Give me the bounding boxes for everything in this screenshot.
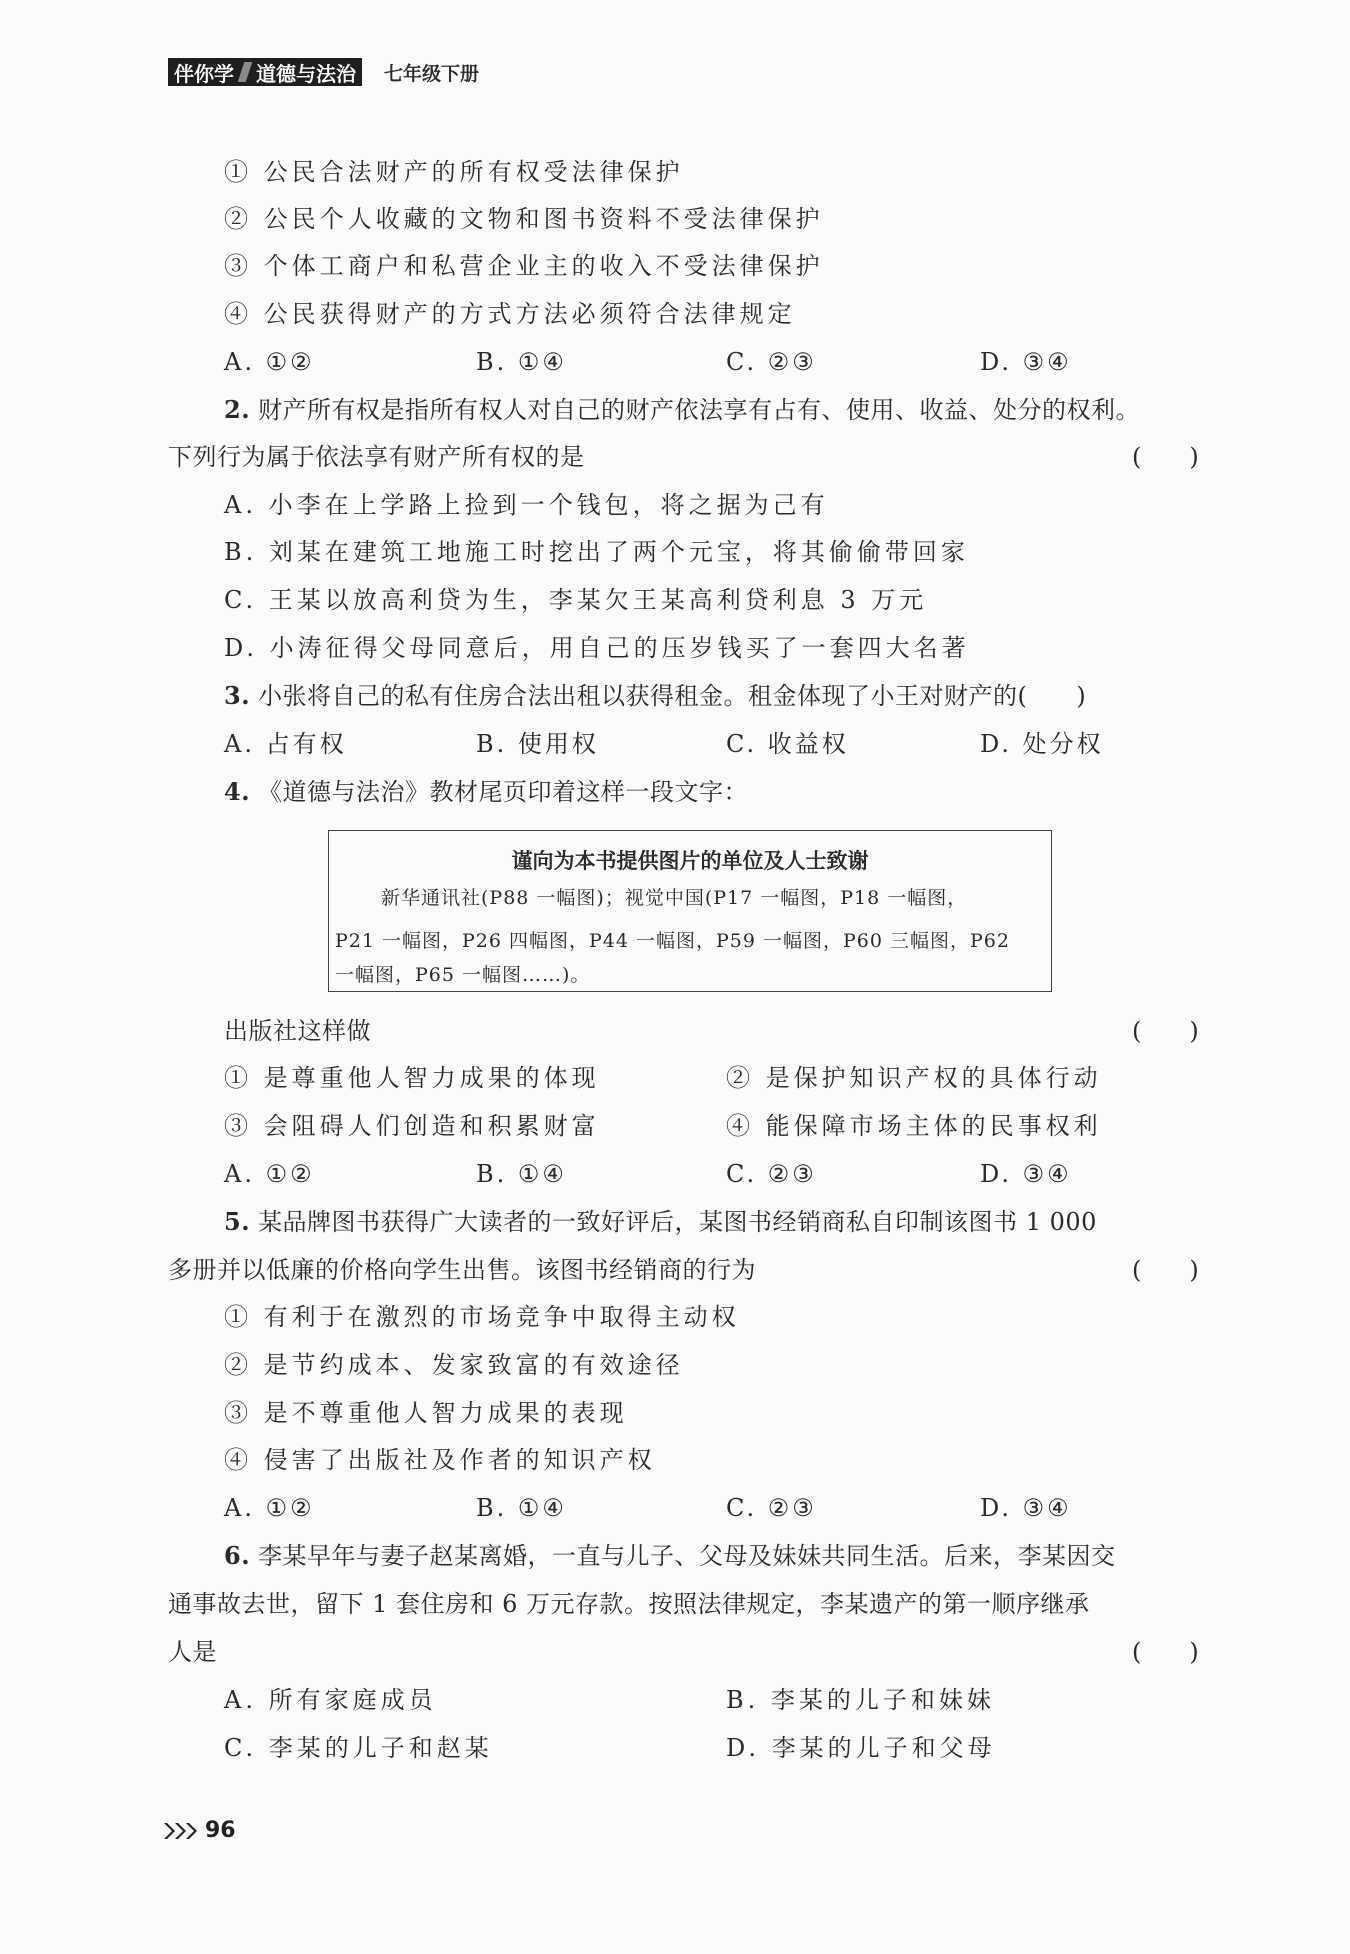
q5-stem-line1: 5. 某品牌图书获得广大读者的一致好评后，某图书经销商私自印制该图书 1 000	[224, 1207, 1097, 1236]
q1-option-a: A. ①②	[224, 348, 315, 376]
q5-option-c: C. ②③	[726, 1494, 817, 1522]
q5-option-a: A. ①②	[224, 1494, 315, 1522]
q4-statement: ② 是保护知识产权的具体行动	[726, 1064, 1102, 1092]
q4-stem: 4. 《道德与法治》教材尾页印着这样一段文字：	[224, 777, 749, 806]
q4-number: 4.	[224, 777, 251, 806]
q1-statement: ② 公民个人收藏的文物和图书资料不受法律保护	[224, 205, 824, 233]
q2-option-b: B. 刘某在建筑工地施工时挖出了两个元宝，将其偷偷带回家	[224, 538, 969, 566]
q3-stem: 3. 小张将自己的私有住房合法出租以获得租金。租金体现了小王对财产的( )	[224, 681, 1087, 710]
q3-option-c: C. 收益权	[726, 730, 849, 758]
q2-stem-line2: 下列行为属于依法享有财产所有权的是	[168, 443, 585, 471]
q2-option-c: C. 王某以放高利贷为生，李某欠王某高利贷利息 3 万元	[224, 586, 928, 614]
q6-stem-line2: 通事故去世，留下 1 套住房和 6 万元存款。按照法律规定，李某遗产的第一顺序继承	[168, 1590, 1090, 1618]
acknowledgement-line: 一幅图，P65 一幅图……)。	[335, 964, 591, 986]
q4-option-c: C. ②③	[726, 1160, 817, 1188]
acknowledgement-title: 谨向为本书提供图片的单位及人士致谢	[511, 849, 869, 873]
grade-label: 七年级下册	[384, 62, 480, 85]
q4-option-a: A. ①②	[224, 1160, 315, 1188]
q6-number: 6.	[224, 1541, 251, 1570]
page-footer	[163, 1818, 236, 1843]
q5-statement: ③ 是不尊重他人智力成果的表现	[224, 1399, 628, 1427]
q6-stem-line1: 6. 李某早年与妻子赵某离婚，一直与儿子、父母及妹妹共同生活。后来，李某因交	[224, 1541, 1116, 1570]
series-badge	[168, 58, 362, 86]
acknowledgement-line: P21 一幅图，P26 四幅图，P44 一幅图，P59 一幅图，P60 三幅图，P62	[335, 930, 1010, 952]
q4-statement: ③ 会阻碍人们创造和积累财富	[224, 1112, 600, 1140]
q2-option-d: D. 小涛征得父母同意后，用自己的压岁钱买了一套四大名著	[224, 634, 970, 662]
q6-option-a: A. 所有家庭成员	[224, 1686, 437, 1714]
q6-stem-line3: 人是	[168, 1638, 217, 1666]
q6-option-d: D. 李某的儿子和父母	[726, 1734, 996, 1762]
q4-statement: ④ 能保障市场主体的民事权利	[726, 1112, 1102, 1140]
triple-chevron-icon	[163, 1820, 199, 1842]
q5-statement: ④ 侵害了出版社及作者的知识产权	[224, 1446, 656, 1474]
q3-option-d: D. 处分权	[980, 730, 1104, 758]
q4-statement: ① 是尊重他人智力成果的体现	[224, 1064, 600, 1092]
q1-option-b: B. ①④	[476, 348, 567, 376]
q5-statement: ② 是节约成本、发家致富的有效途径	[224, 1351, 684, 1379]
q2-option-a: A. 小李在上学路上捡到一个钱包，将之据为己有	[224, 491, 829, 519]
q2-stem-line1: 2. 财产所有权是指所有权人对自己的财产依法享有占有、使用、收益、处分的权利。	[224, 395, 1141, 424]
q1-statement: ④ 公民获得财产的方式方法必须符合法律规定	[224, 300, 796, 328]
q4-question: 出版社这样做	[224, 1017, 371, 1045]
q3-option-b: B. 使用权	[476, 730, 599, 758]
q1-option-d: D. ③④	[980, 348, 1072, 376]
q5-option-d: D. ③④	[980, 1494, 1072, 1522]
q4-answer-blank: ( )	[1132, 1017, 1199, 1045]
q6-answer-blank: ( )	[1132, 1638, 1199, 1666]
q3-number: 3.	[224, 681, 251, 710]
subject-name: 道德与法治	[256, 61, 356, 86]
badge-divider	[238, 62, 252, 82]
q1-statement: ① 公民合法财产的所有权受法律保护	[224, 158, 684, 186]
q2-number: 2.	[224, 395, 251, 424]
q4-option-d: D. ③④	[980, 1160, 1072, 1188]
q2-answer-blank: ( )	[1132, 443, 1199, 471]
q5-answer-blank: ( )	[1132, 1256, 1199, 1284]
series-name: 伴你学	[174, 61, 234, 86]
q5-option-b: B. ①④	[476, 1494, 567, 1522]
q6-option-c: C. 李某的儿子和赵某	[224, 1734, 493, 1762]
q5-number: 5.	[224, 1207, 251, 1236]
q5-stem-line2: 多册并以低廉的价格向学生出售。该图书经销商的行为	[168, 1256, 756, 1284]
page-header	[168, 58, 479, 86]
q5-statement: ① 有利于在激烈的市场竞争中取得主动权	[224, 1303, 740, 1331]
q3-option-a: A. 占有权	[224, 730, 347, 758]
q4-option-b: B. ①④	[476, 1160, 567, 1188]
acknowledgement-box	[328, 830, 1052, 992]
q1-option-c: C. ②③	[726, 348, 817, 376]
page-number: 96	[205, 1818, 236, 1843]
acknowledgement-line: 新华通讯社(P88 一幅图)；视觉中国(P17 一幅图，P18 一幅图，	[381, 887, 968, 909]
q6-option-b: B. 李某的儿子和妹妹	[726, 1686, 995, 1714]
q1-statement: ③ 个体工商户和私营企业主的收入不受法律保护	[224, 252, 824, 280]
